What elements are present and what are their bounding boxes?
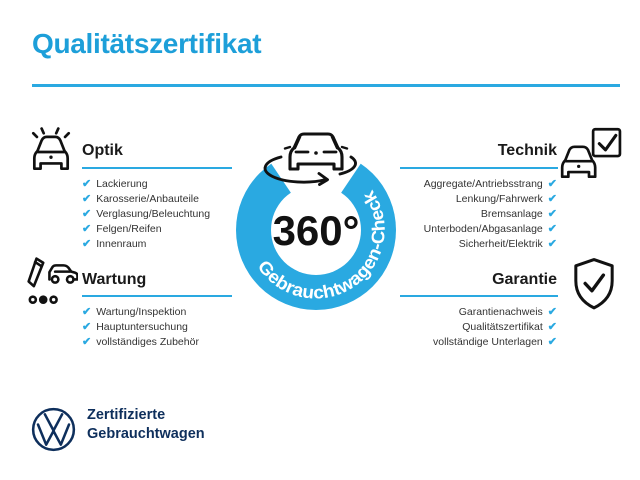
check-icon: ✔ [547,223,557,235]
checklist-item [82,177,210,192]
checklist-item [424,222,557,237]
checklist-item [82,335,199,350]
checklist-item-label: Garantienachweis [458,306,543,319]
pencil-car-icon [24,257,78,307]
section-heading-garantie: Garantie [492,271,557,288]
checklist-item [424,237,557,252]
check-icon: ✔ [82,306,92,318]
checklist-item-label: vollständiges Zubehör [96,336,199,349]
check-icon: ✔ [82,208,92,220]
section-heading-wartung: Wartung [82,271,147,288]
car-checkbox-icon [556,127,622,181]
wartung-checklist [82,305,199,350]
badge-degree-label: 360° [272,207,360,254]
checklist-item [424,177,557,192]
checklist-item-label: Qualitätszertifikat [462,321,543,334]
check-icon: ✔ [82,223,92,235]
vw-logo [30,406,77,453]
checklist-item [424,192,557,207]
brand-claim [87,406,205,443]
checklist-item-label: Verglasung/Beleuchtung [96,208,211,221]
check-icon: ✔ [82,178,92,190]
page-title: Qualitätszertifikat [32,28,262,59]
technik-checklist [424,177,557,252]
checklist-item [424,207,557,222]
checklist-item [82,207,210,222]
checklist-item [82,237,210,252]
header-divider [32,84,620,87]
car-shine-icon [26,127,76,177]
optik-checklist [82,177,210,252]
checklist-item-label: Karosserie/Anbauteile [96,193,199,206]
checklist-item [82,320,199,335]
check-icon: ✔ [547,336,557,348]
check-icon: ✔ [82,193,92,205]
checklist-item-label: Innenraum [96,238,147,251]
shield-check-icon [571,257,617,311]
checklist-item-label: Unterboden/Abgasanlage [423,223,543,236]
brand-claim-line2: Gebrauchtwagen [87,425,205,442]
checklist-item-label: vollständige Unterlagen [433,336,543,349]
checklist-item-label: Bremsanlage [480,208,543,221]
360-check-badge [201,115,431,345]
badge-ring-label: Gebrauchtwagen-Check [253,188,389,303]
section-heading-technik: Technik [497,142,557,159]
checklist-item [82,222,210,237]
check-icon: ✔ [547,306,557,318]
check-icon: ✔ [82,336,92,348]
section-heading-optik: Optik [82,142,123,159]
checklist-item-label: Aggregate/Antriebsstrang [423,178,543,191]
checklist-item [82,305,199,320]
check-icon: ✔ [547,321,557,333]
checklist-item [433,335,557,350]
checklist-item-label: Lackierung [96,178,148,191]
garantie-checklist [433,305,557,350]
check-icon: ✔ [82,238,92,250]
checklist-item [433,320,557,335]
checklist-item-label: Lenkung/Fahrwerk [455,193,543,206]
brand-claim-line1: Zertifizierte [87,407,166,423]
check-icon: ✔ [547,193,557,205]
checklist-item-label: Hauptuntersuchung [96,321,188,334]
checklist-item [433,305,557,320]
check-icon: ✔ [547,178,557,190]
checklist-item-label: Felgen/Reifen [96,223,162,236]
checklist-item [82,192,210,207]
checklist-item-label: Wartung/Inspektion [96,306,187,319]
check-icon: ✔ [547,238,557,250]
check-icon: ✔ [82,321,92,333]
check-icon: ✔ [547,208,557,220]
checklist-item-label: Sicherheit/Elektrik [458,238,543,251]
